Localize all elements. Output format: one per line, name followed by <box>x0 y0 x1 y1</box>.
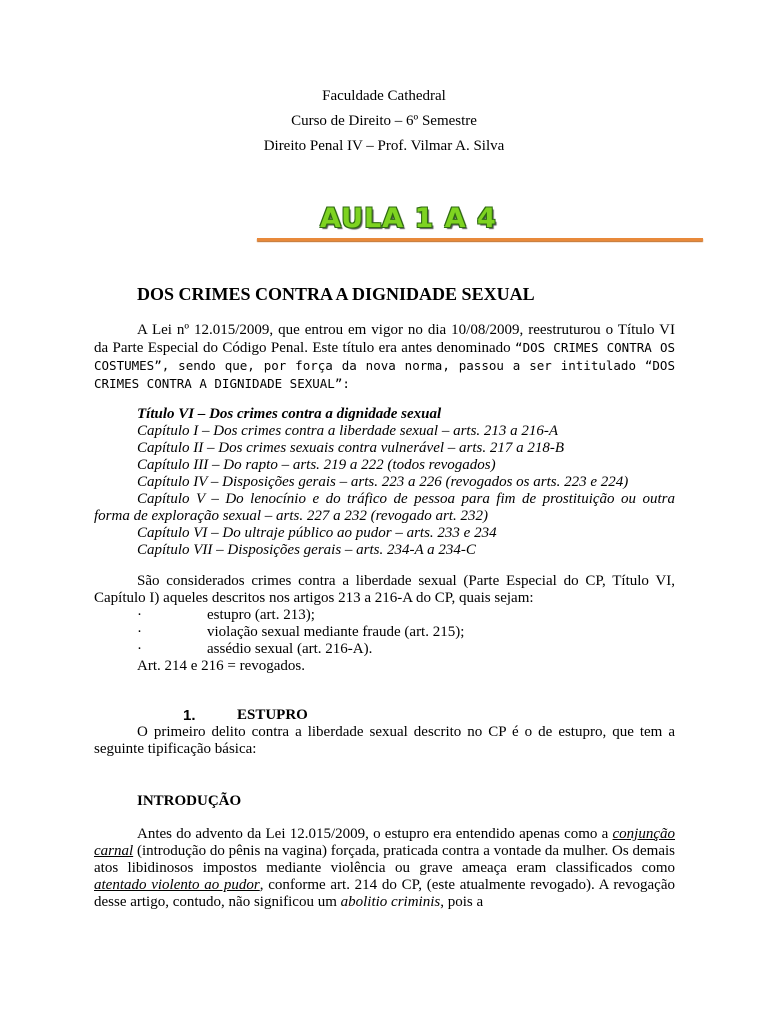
list-item <box>94 624 675 641</box>
introducao-paragraph <box>94 826 675 911</box>
list-item <box>94 641 675 658</box>
bullet-marker: · <box>137 607 142 623</box>
intro-paragraph <box>94 322 675 393</box>
bullet-marker: · <box>137 624 142 640</box>
lesson-banner: AULA 1 A 4 <box>320 203 497 234</box>
subject-professor: Direito Penal IV – Prof. Vilmar A. Silva <box>263 138 505 154</box>
estupro-paragraph <box>94 724 675 758</box>
course-name: Curso de Direito – 6º Semestre <box>291 113 477 129</box>
institution-name: Faculdade Cathedral <box>322 88 446 104</box>
titulo-heading: Título VI – Dos crimes contra a dignidade sexual <box>137 406 442 422</box>
bullet-text: violação sexual mediante fraude (art. 215); <box>207 624 465 640</box>
chapter-item-continued: forma de exploração sexual – arts. 227 a 232 (revogado art. 232) <box>94 508 488 524</box>
section-number: 1. <box>183 707 196 724</box>
introducao-text: , pois a <box>440 894 484 910</box>
introducao-text: Antes do advento da Lei 12.015/2009, o estupro era entendido apenas como a <box>137 826 613 842</box>
liberdade-paragraph <box>94 573 675 607</box>
chapter-item: Capítulo II – Dos crimes sexuais contra vulnerável – arts. 217 a 218-B <box>137 440 565 456</box>
list-item <box>94 607 675 624</box>
section-heading: ESTUPRO <box>237 707 308 723</box>
introducao-text: , conforme art. 214 do CP, (este atualmente revogado). A revogação desse artigo, contudo, não significou um <box>94 877 675 910</box>
revogados-text: Art. 214 e 216 = revogados. <box>137 658 306 674</box>
chapter-item: Capítulo IV – Disposições gerais – arts. 223 a 226 (revogados os arts. 223 e 224) <box>137 474 629 490</box>
chapter-item: Capítulo III – Do rapto – arts. 219 a 222 (todos revogados) <box>137 457 496 473</box>
chapter-item: Capítulo V – Do lenocínio e do tráfico de pessoa para fim de prostituição ou outra <box>137 491 675 507</box>
bullet-text: assédio sexual (art. 216-A). <box>207 641 373 657</box>
introducao-heading: INTRODUÇÃO <box>137 793 242 809</box>
chapter-item: Capítulo I – Dos crimes contra a liberdade sexual – arts. 213 a 216-A <box>137 423 559 439</box>
chapter-title: DOS CRIMES CONTRA A DIGNIDADE SEXUAL <box>137 284 535 304</box>
list-item <box>94 658 675 675</box>
intro-text: A Lei nº 12.015/2009, que entrou em vigor no dia 10/08/2009, reestruturou o Título VI da Parte Especial do Código Penal. Este título era antes denominado <box>94 322 675 356</box>
bullet-text: estupro (art. 213); <box>207 607 315 623</box>
titulo-list <box>94 406 675 559</box>
italic-term: abolitio criminis <box>340 894 441 910</box>
intro-mono-text: “DOS CRIMES CONTRA OS COSTUMES”, sendo que, por força da nova norma, passou a ser intitulado “DOS CRIMES CONTRA A DIGNIDADE SEXUAL”: <box>94 340 675 391</box>
chapter-item: Capítulo VI – Do ultraje público ao pudor – arts. 233 e 234 <box>137 525 497 541</box>
estupro-text: O primeiro delito contra a liberdade sexual descrito no CP é o de estupro, que tem a seguinte tipificação básica: <box>94 724 675 757</box>
bullet-marker: · <box>137 641 142 657</box>
introducao-text: (introdução do pênis na vagina) forçada, praticada contra a vontade da mulher. Os demais atos libidinosos impostos mediante violência ou grave ameaça eram classificados como <box>94 843 675 876</box>
crime-bullet-list <box>94 607 675 675</box>
chapter-item: Capítulo VII – Disposições gerais – arts. 234-A a 234-C <box>137 542 476 558</box>
liberdade-text: São considerados crimes contra a liberdade sexual (Parte Especial do CP, Título VI, Capítulo I) aqueles descritos nos artigos 213 a 216-A do CP, quais sejam: <box>94 573 675 606</box>
underlined-term: conjunção carnal <box>94 826 675 859</box>
banner-underline <box>257 238 703 241</box>
underlined-term: atentado violento ao pudor <box>94 877 260 893</box>
